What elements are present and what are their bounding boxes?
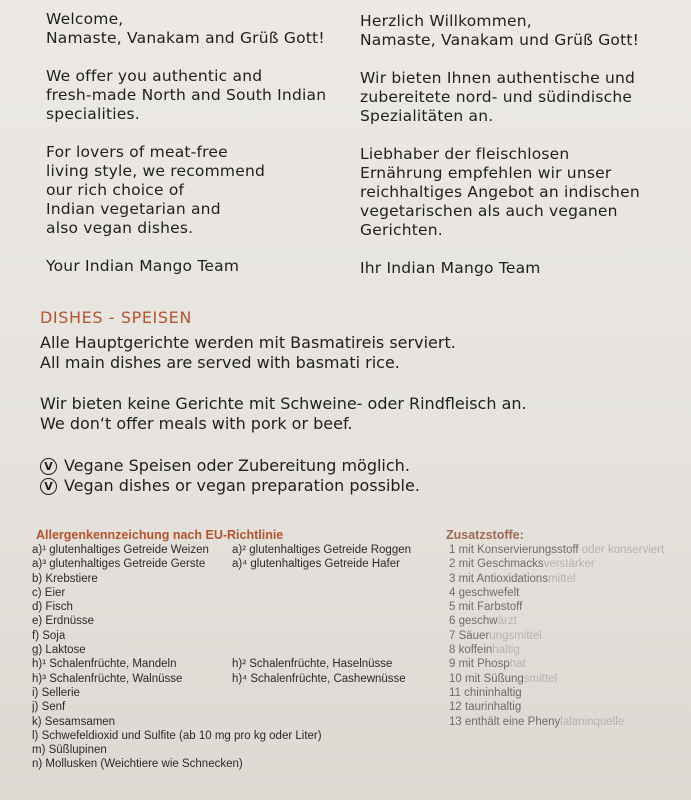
offer-text-en: We offer you authentic and fresh-made North and South Indian specialities. (46, 67, 327, 123)
allergen-item: j) Senf (32, 701, 66, 714)
welcome-text-de: Herzlich Willkommen, Namaste, Vanakam und Grüß Gott! (360, 12, 640, 49)
offer-text-de: Wir bieten Ihnen authentische und zubereitete nord- und südindische Spezialitäten an. (360, 69, 636, 125)
allergen-item: a)² glutenhaltiges Getreide Roggen (232, 544, 412, 556)
team-signature-de: Ihr Indian Mango Team (360, 259, 541, 277)
vegan-note-en (40, 476, 420, 496)
vegetarian-text-de: Liebhaber der fleischlosen Ernährung empfehlen wir unser reichhaltiges Angebot an indischen vegetarischen als auch veganen Gerichten. (360, 145, 640, 239)
additive-item: 10 mit Süßungsmittel (449, 672, 558, 685)
allergen-item: h)⁴ Schalenfrüchte, Cashewnüsse (232, 672, 406, 685)
additive-item: 3 mit Antioxidationsmittel (449, 572, 576, 585)
vegan-icon: V (40, 458, 57, 475)
allergen-item: h)³ Schalenfrüchte, Walnüsse (32, 672, 183, 685)
additive-item: 12 taurinhaltig (449, 701, 522, 714)
allergen-legend-title: Allergenkennzeichung nach EU-Richtlinie (36, 528, 284, 542)
allergen-item: h)¹ Schalenfrüchte, Mandeln (32, 658, 177, 671)
allergen-item: f) Soja (32, 629, 66, 642)
allergen-item: h)² Schalenfrüchte, Haselnüsse (232, 658, 393, 671)
basmati-rice-note: Alle Hauptgerichte werden mit Basmatireis serviert. All main dishes are served with basmati rice. (40, 333, 456, 372)
allergen-item: e) Erdnüsse (32, 615, 95, 628)
additive-item: 5 mit Farbstoff (449, 601, 523, 614)
vegetarian-text-en: For lovers of meat-free living style, we recommend our rich choice of Indian vegetarian and also vegan dishes. (46, 143, 266, 237)
allergen-item: m) Süßlupinen (32, 744, 107, 757)
allergen-item: d) Fisch (32, 601, 73, 614)
allergen-item: i) Sellerie (32, 686, 80, 699)
intro-english-column (46, 10, 346, 295)
vegan-text-de: Vegane Speisen oder Zubereitung möglich. (64, 456, 410, 475)
allergen-item: g) Laktose (32, 644, 86, 657)
additive-item: 6 geschwärzt (449, 615, 517, 628)
allergen-item: b) Krebstiere (32, 572, 98, 585)
vegan-note-de (40, 456, 410, 476)
additive-item: 1 mit Konservierungsstoff oder konserviert (449, 544, 665, 556)
additive-item: 7 Säuerungsmittel (449, 629, 542, 642)
additive-item: 9 mit Phosphat (449, 658, 526, 671)
allergen-item: k) Sesamsamen (32, 715, 116, 728)
allergen-item: a)¹ glutenhaltiges Getreide Weizen (32, 544, 209, 556)
no-pork-beef-note: Wir bieten keine Gerichte mit Schweine- oder Rindfleisch an. We don‘t offer meals with pork or beef. (40, 394, 527, 433)
additive-item: 2 mit Geschmacksverstärker (449, 558, 595, 571)
dishes-section-title: DISHES - SPEISEN (40, 308, 192, 327)
additive-item: 13 enthält eine Phenylalaninquelle (449, 715, 625, 728)
allergen-item: c) Eier (32, 586, 66, 599)
allergen-item: a)⁴ glutenhaltiges Getreide Hafer (232, 558, 400, 571)
additives-legend-title: Zusatzstoffe: (446, 528, 524, 542)
intro-german-column (360, 12, 680, 297)
allergen-item: n) Mollusken (Weichtiere wie Schnecken) (32, 758, 243, 771)
additive-item: 8 koffeinhaltig (449, 644, 520, 657)
additives-list (449, 543, 664, 729)
team-signature-en: Your Indian Mango Team (46, 257, 240, 275)
allergen-item: l) Schwefeldioxid und Sulfite (ab 10 mg pro kg oder Liter) (32, 729, 322, 742)
additive-item: 11 chininhaltig (449, 686, 522, 699)
welcome-text-en: Welcome, Namaste, Vanakam and Grüß Gott! (46, 10, 325, 47)
vegan-icon: V (40, 478, 57, 495)
vegan-text-en: Vegan dishes or vegan preparation possible. (64, 476, 420, 495)
allergen-item: a)³ glutenhaltiges Getreide Gerste (32, 558, 206, 571)
additive-item: 4 geschwefelt (449, 586, 520, 599)
